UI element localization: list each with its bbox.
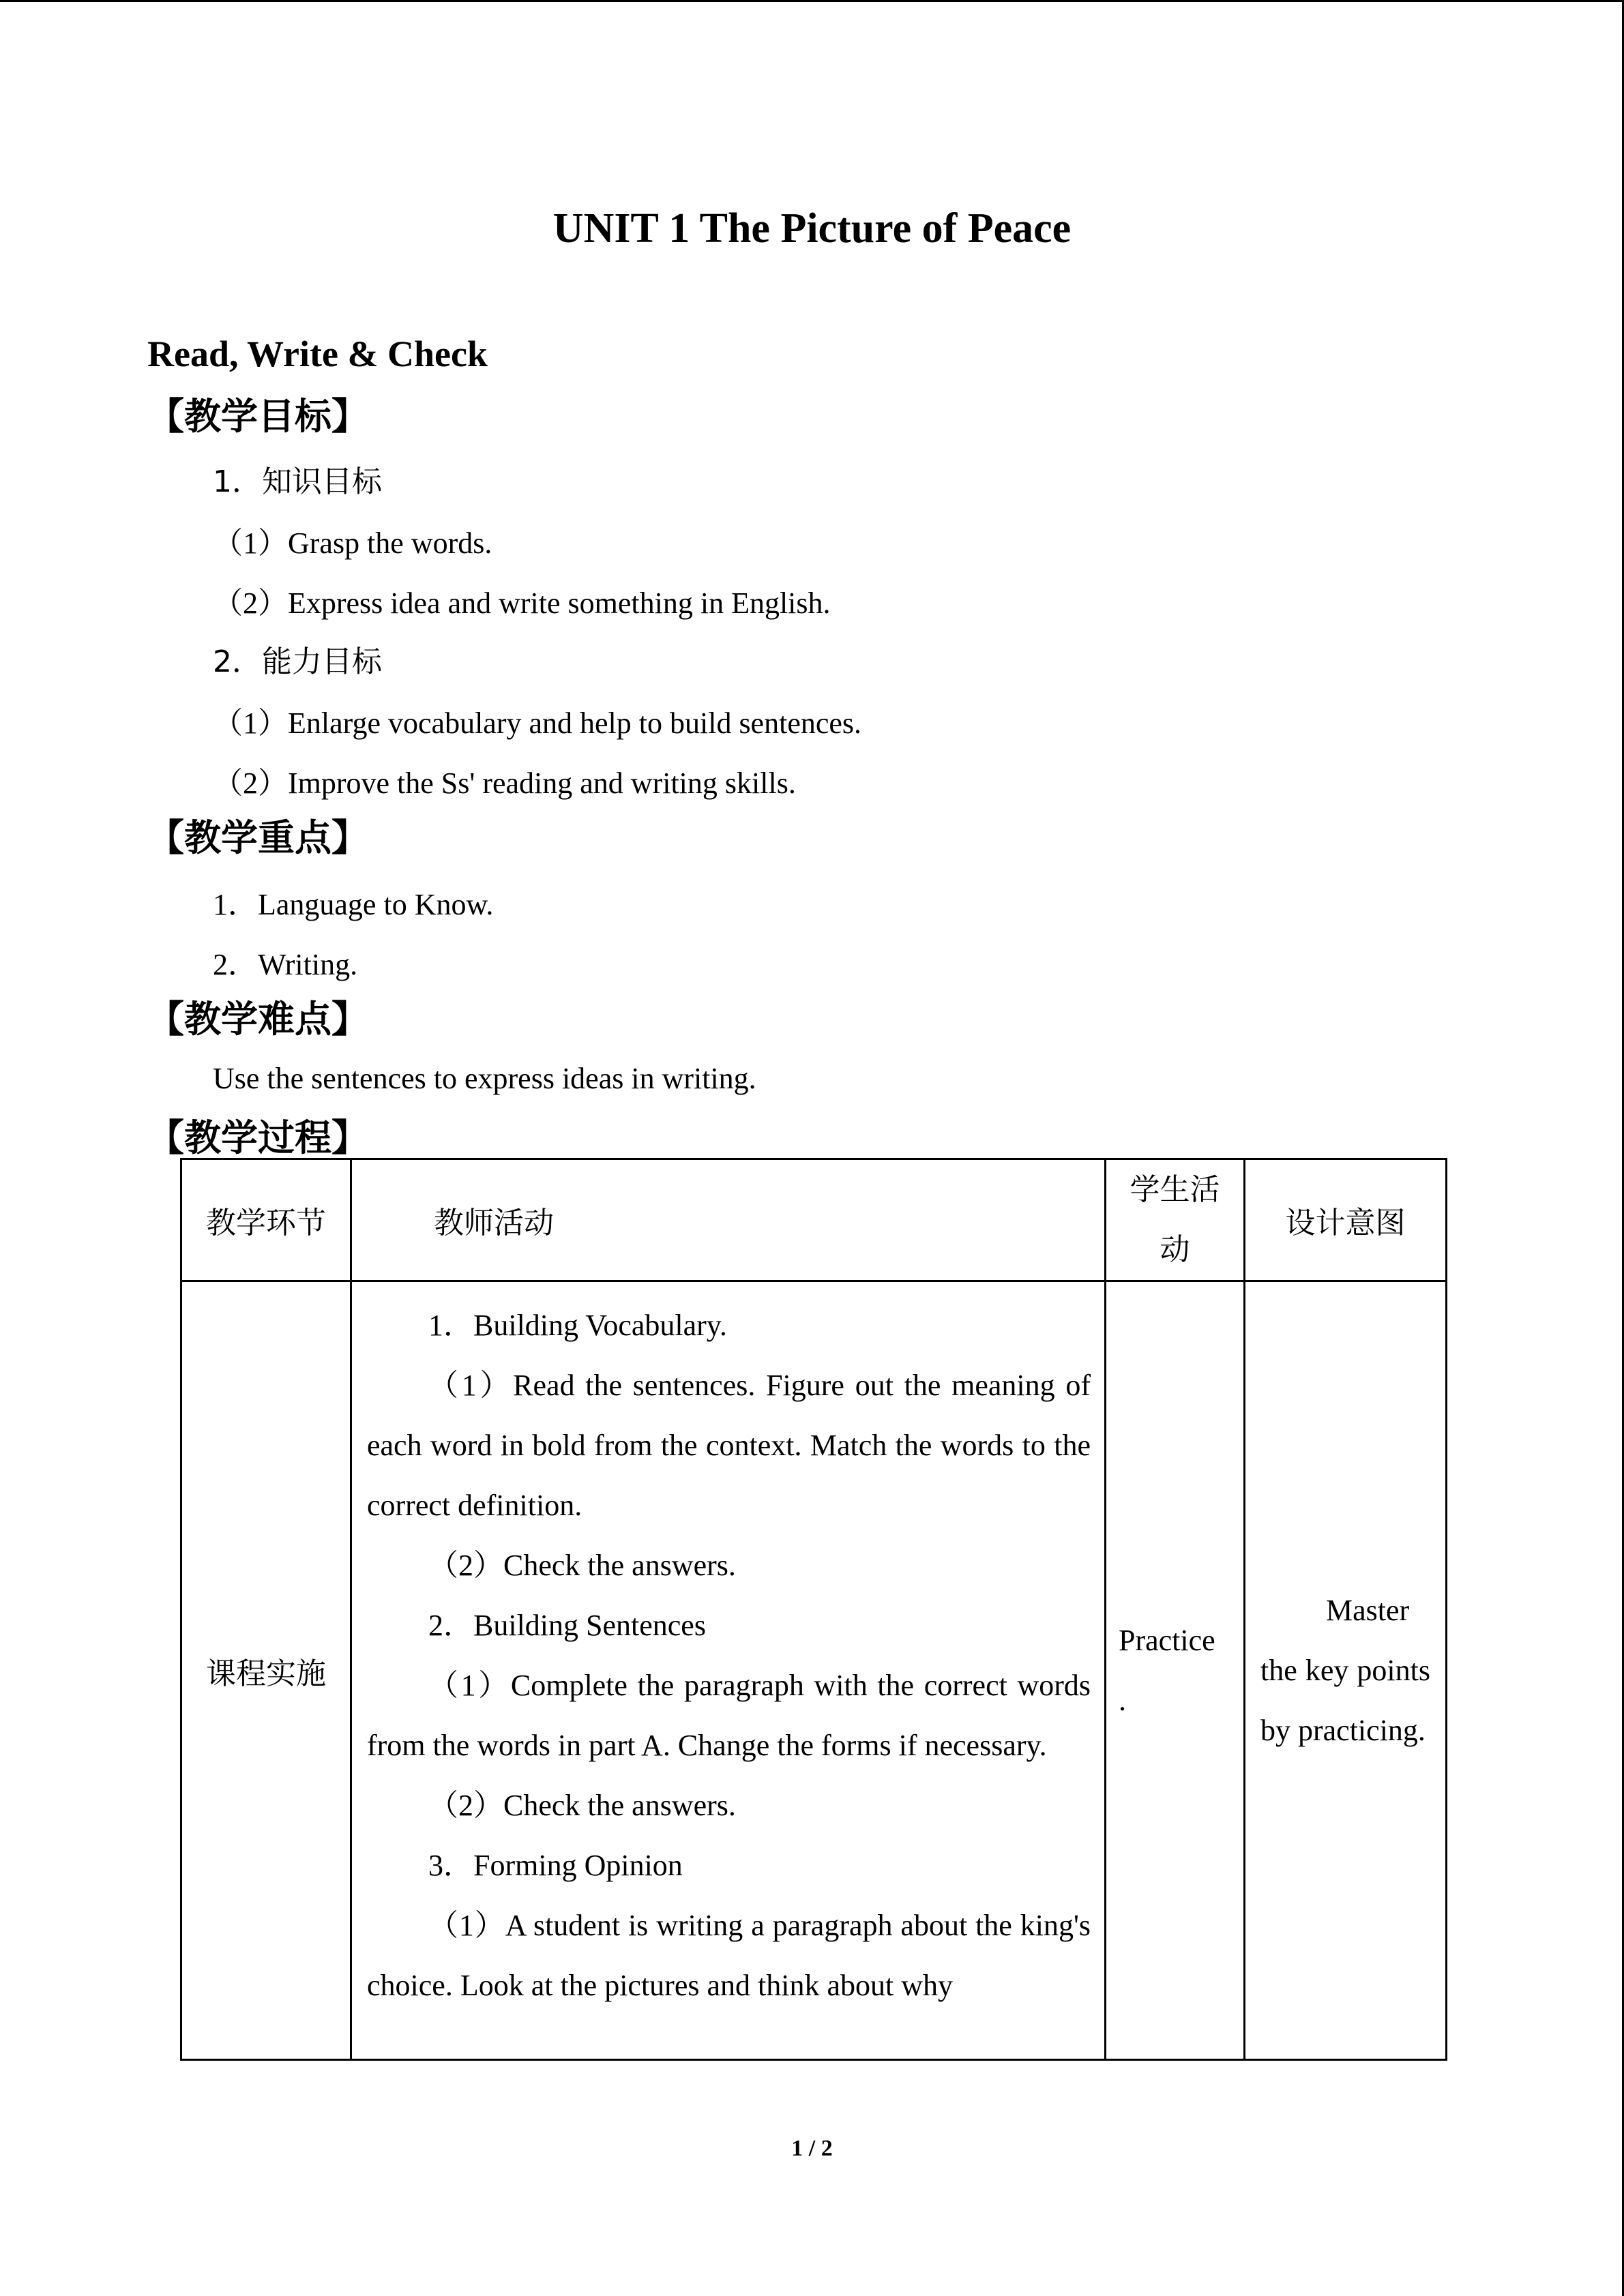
- lesson-subtitle: Read, Write & Check: [147, 333, 488, 374]
- table-row: [181, 1281, 1447, 2060]
- design-intent-text: Master the key points by practicing.: [1260, 1593, 1430, 1747]
- goal-1-2: （2）Express idea and write something in English.: [213, 586, 831, 620]
- header-student-line-1: 学生活: [1130, 1172, 1220, 1207]
- goal-2-2: （2）Improve the Ss' reading and writing skills.: [213, 766, 796, 800]
- key-point-1: 1．Language to Know.: [213, 888, 494, 921]
- student-activity-line-1: Practice: [1119, 1623, 1215, 1657]
- cell-design-intent: [1245, 1281, 1447, 2060]
- teacher-step-1: 1．Building Vocabulary.: [428, 1309, 727, 1342]
- key-point-2: 2．Writing.: [213, 948, 358, 981]
- cell-teacher-activity: [351, 1281, 1106, 2060]
- page-number: 1 / 2: [791, 2136, 833, 2161]
- header-student-activity: [1106, 1159, 1245, 1281]
- student-activity-line-2: .: [1119, 1683, 1126, 1717]
- difficulty-1: Use the sentences to express ideas in writing.: [213, 1062, 756, 1095]
- table-header-row: [181, 1159, 1447, 1281]
- teacher-step-1-1: （1）Read the sentences. Figure out the meaning of each word in bold from the context. Match the words to the correct definition.: [367, 1369, 1091, 1522]
- header-student-line-2: 动: [1160, 1232, 1190, 1267]
- teacher-step-1-2: （2）Check the answers.: [428, 1549, 736, 1582]
- teacher-step-2-1: （1）Complete the paragraph with the correct words from the words in part A. Change the forms if necessary.: [367, 1669, 1091, 1762]
- goal-1-1: （1）Grasp the words.: [213, 526, 492, 560]
- page-title: UNIT 1 The Picture of Peace: [552, 205, 1072, 252]
- goal-2-1: （1）Enlarge vocabulary and help to build sentences.: [213, 706, 862, 740]
- header-design-intent: 设计意图: [1245, 1159, 1447, 1281]
- section-heading-process: 【教学过程】: [147, 1116, 368, 1159]
- teacher-step-3-1: （1）A student is writing a paragraph about the king's choice. Look at the pictures and think about why: [367, 1909, 1091, 2002]
- teaching-process-table: [180, 1158, 1447, 2061]
- cell-student-activity: [1106, 1281, 1245, 2060]
- cell-stage: 课程实施: [181, 1281, 351, 2060]
- page-edge-top: [0, 0, 1624, 2]
- teacher-step-3: 3．Forming Opinion: [428, 1849, 683, 1882]
- teacher-step-2: 2．Building Sentences: [428, 1609, 706, 1642]
- header-stage: 教学环节: [181, 1159, 351, 1281]
- section-heading-key-points: 【教学重点】: [147, 816, 368, 859]
- section-heading-goals: 【教学目标】: [147, 395, 368, 438]
- goal-2: 2．能力目标: [213, 644, 382, 679]
- teacher-step-2-2: （2）Check the answers.: [428, 1789, 736, 1822]
- header-teacher-activity: 教师活动: [351, 1159, 1106, 1281]
- goal-1: 1．知识目标: [213, 464, 382, 499]
- section-heading-difficulties: 【教学难点】: [147, 998, 368, 1041]
